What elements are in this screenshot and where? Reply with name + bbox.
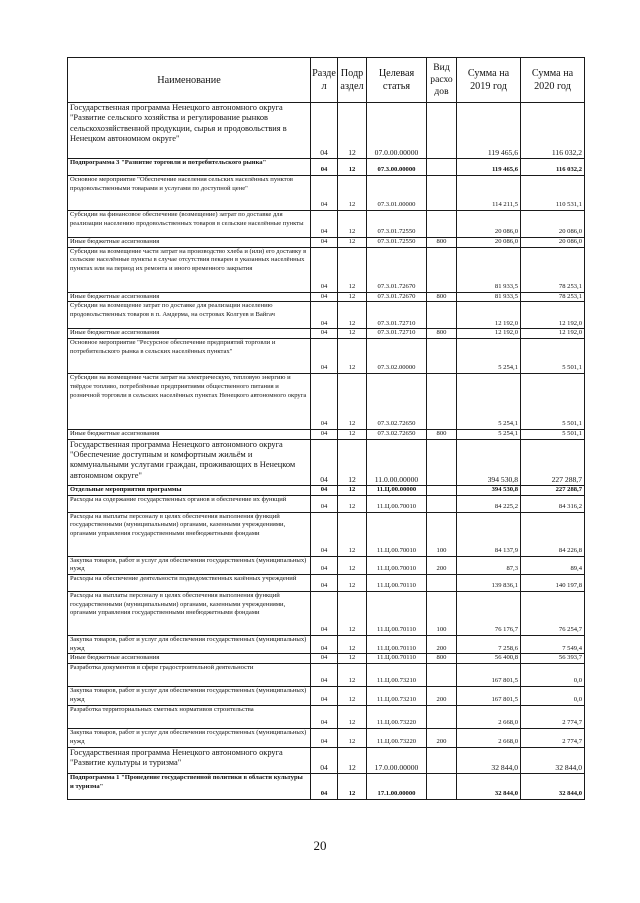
cell-name: Подпрограмма 3 "Развитие торговли и потребительского рынка" bbox=[68, 159, 311, 176]
cell-target: 11.Ц.00.73210 bbox=[367, 664, 427, 687]
table-row bbox=[68, 729, 585, 748]
cell-target: 17.1.00.00000 bbox=[367, 774, 427, 800]
cell-name: Основное мероприятие "Обеспечение населения сельских населённых пунктов продовольственными товарами и услугами по доступной цене" bbox=[68, 176, 311, 211]
cell-expense-type: 800 bbox=[427, 329, 457, 339]
table-row bbox=[68, 556, 585, 574]
cell-sum-2019: 32 844,0 bbox=[457, 774, 521, 800]
cell-sum-2019: 56 400,8 bbox=[457, 654, 521, 664]
cell-sum-2020: 5 501,1 bbox=[521, 430, 585, 440]
table-row bbox=[68, 302, 585, 329]
cell-sum-2019: 76 176,7 bbox=[457, 591, 521, 635]
cell-expense-type: 200 bbox=[427, 556, 457, 574]
cell-subsection: 12 bbox=[338, 374, 367, 430]
cell-sum-2019: 81 933,5 bbox=[457, 292, 521, 302]
cell-target: 11.Ц.00.70110 bbox=[367, 591, 427, 635]
cell-expense-type: 800 bbox=[427, 292, 457, 302]
cell-sum-2020: 12 192,0 bbox=[521, 302, 585, 329]
cell-sum-2019: 20 086,0 bbox=[457, 238, 521, 248]
cell-sum-2020: 2 774,7 bbox=[521, 729, 585, 748]
cell-target: 07.3.01.72550 bbox=[367, 211, 427, 238]
cell-sum-2020: 116 032,2 bbox=[521, 159, 585, 176]
cell-expense-type: 100 bbox=[427, 512, 457, 556]
table-row bbox=[68, 159, 585, 176]
table-row bbox=[68, 654, 585, 664]
cell-sum-2019: 394 530,8 bbox=[457, 485, 521, 495]
cell-target: 07.3.02.00000 bbox=[367, 339, 427, 374]
cell-section: 04 bbox=[311, 591, 338, 635]
table-row bbox=[68, 211, 585, 238]
cell-subsection: 12 bbox=[338, 556, 367, 574]
cell-sum-2020: 76 254,7 bbox=[521, 591, 585, 635]
table-row bbox=[68, 495, 585, 512]
cell-name: Субсидии на возмещение части затрат на производство хлеба и (или) его доставку в сельские населённые пункты в случае отсутствия пекарен в указанных населённых пунктах или на период их ремонта и иного временного закрытия bbox=[68, 247, 311, 292]
cell-name: Закупка товаров, работ и услуг для обеспечения государственных (муниципальных) нужд bbox=[68, 729, 311, 748]
cell-sum-2020: 84 226,8 bbox=[521, 512, 585, 556]
cell-sum-2020: 0,0 bbox=[521, 687, 585, 706]
cell-name: Подпрограмма 1 "Проведение государственной политики в области культуры и туризма" bbox=[68, 774, 311, 800]
cell-subsection: 12 bbox=[338, 495, 367, 512]
cell-section: 04 bbox=[311, 706, 338, 729]
cell-section: 04 bbox=[311, 748, 338, 774]
cell-name: Иные бюджетные ассигнования bbox=[68, 329, 311, 339]
cell-subsection: 12 bbox=[338, 247, 367, 292]
header-sum-2019: Сумма на 2019 год bbox=[457, 58, 521, 103]
cell-section: 04 bbox=[311, 292, 338, 302]
cell-target: 07.3.01.72710 bbox=[367, 329, 427, 339]
cell-sum-2020: 32 844,0 bbox=[521, 774, 585, 800]
cell-name: Государственная программа Ненецкого автономного округа "Развитие сельского хозяйства и регулирование рынков сельскохозяйственной продукции, сырья и продовольствия в Ненецком автономном округе" bbox=[68, 103, 311, 159]
cell-subsection: 12 bbox=[338, 729, 367, 748]
cell-sum-2020: 110 531,1 bbox=[521, 176, 585, 211]
cell-sum-2019: 84 225,2 bbox=[457, 495, 521, 512]
page-number: 20 bbox=[313, 838, 327, 853]
header-sum-2020: Сумма на 2020 год bbox=[521, 58, 585, 103]
cell-expense-type bbox=[427, 339, 457, 374]
table-row bbox=[68, 292, 585, 302]
cell-expense-type bbox=[427, 211, 457, 238]
cell-target: 11.Ц.00.73220 bbox=[367, 706, 427, 729]
cell-subsection: 12 bbox=[338, 706, 367, 729]
cell-target: 11.Ц.00.70010 bbox=[367, 556, 427, 574]
cell-subsection: 12 bbox=[338, 774, 367, 800]
cell-expense-type bbox=[427, 495, 457, 512]
cell-sum-2019: 167 801,5 bbox=[457, 664, 521, 687]
cell-target: 07.3.02.72650 bbox=[367, 374, 427, 430]
cell-section: 04 bbox=[311, 374, 338, 430]
cell-name: Субсидии на возмещение затрат по доставке для реализации населению продовольственных товаров в п. Амдерма, на островах Колгуев и Вайгач bbox=[68, 302, 311, 329]
cell-section: 04 bbox=[311, 329, 338, 339]
budget-table bbox=[67, 57, 585, 800]
table-row bbox=[68, 176, 585, 211]
cell-name: Государственная программа Ненецкого автономного округа "Обеспечение доступным и комфортным жильём и коммунальными услугами граждан, проживающих в Ненецком автономном округе" bbox=[68, 439, 311, 485]
cell-sum-2020: 84 316,2 bbox=[521, 495, 585, 512]
cell-name: Иные бюджетные ассигнования bbox=[68, 654, 311, 664]
cell-subsection: 12 bbox=[338, 591, 367, 635]
table-row bbox=[68, 103, 585, 159]
cell-sum-2019: 84 137,9 bbox=[457, 512, 521, 556]
table-row bbox=[68, 574, 585, 591]
cell-sum-2019: 119 465,6 bbox=[457, 159, 521, 176]
cell-sum-2020: 0,0 bbox=[521, 664, 585, 687]
cell-subsection: 12 bbox=[338, 654, 367, 664]
cell-expense-type: 100 bbox=[427, 591, 457, 635]
cell-expense-type bbox=[427, 706, 457, 729]
cell-subsection: 12 bbox=[338, 687, 367, 706]
cell-sum-2019: 32 844,0 bbox=[457, 748, 521, 774]
cell-subsection: 12 bbox=[338, 302, 367, 329]
cell-subsection: 12 bbox=[338, 159, 367, 176]
cell-subsection: 12 bbox=[338, 512, 367, 556]
cell-section: 04 bbox=[311, 635, 338, 653]
cell-name: Закупка товаров, работ и услуг для обеспечения государственных (муниципальных) нужд bbox=[68, 556, 311, 574]
cell-sum-2019: 20 086,0 bbox=[457, 211, 521, 238]
cell-section: 04 bbox=[311, 302, 338, 329]
cell-section: 04 bbox=[311, 103, 338, 159]
cell-target: 07.3.01.72670 bbox=[367, 247, 427, 292]
cell-expense-type bbox=[427, 103, 457, 159]
cell-section: 04 bbox=[311, 574, 338, 591]
cell-sum-2019: 139 836,1 bbox=[457, 574, 521, 591]
table-row bbox=[68, 635, 585, 653]
cell-subsection: 12 bbox=[338, 635, 367, 653]
cell-subsection: 12 bbox=[338, 439, 367, 485]
table-body bbox=[68, 103, 585, 800]
cell-sum-2020: 12 192,0 bbox=[521, 329, 585, 339]
cell-target: 07.3.01.00000 bbox=[367, 176, 427, 211]
cell-section: 04 bbox=[311, 495, 338, 512]
cell-sum-2020: 20 086,0 bbox=[521, 211, 585, 238]
cell-subsection: 12 bbox=[338, 430, 367, 440]
cell-subsection: 12 bbox=[338, 339, 367, 374]
table-row bbox=[68, 238, 585, 248]
cell-expense-type bbox=[427, 302, 457, 329]
cell-sum-2019: 2 668,0 bbox=[457, 706, 521, 729]
cell-section: 04 bbox=[311, 339, 338, 374]
table-row bbox=[68, 706, 585, 729]
cell-sum-2019: 5 254,1 bbox=[457, 339, 521, 374]
cell-sum-2020: 227 288,7 bbox=[521, 485, 585, 495]
table-row bbox=[68, 748, 585, 774]
cell-target: 11.0.00.00000 bbox=[367, 439, 427, 485]
cell-name: Разработка территориальных сметных нормативов строительства bbox=[68, 706, 311, 729]
cell-sum-2019: 114 211,5 bbox=[457, 176, 521, 211]
cell-target: 07.3.01.72550 bbox=[367, 238, 427, 248]
cell-sum-2020: 56 393,7 bbox=[521, 654, 585, 664]
cell-target: 07.3.00.00000 bbox=[367, 159, 427, 176]
cell-section: 04 bbox=[311, 211, 338, 238]
cell-section: 04 bbox=[311, 176, 338, 211]
cell-target: 07.3.01.72670 bbox=[367, 292, 427, 302]
cell-target: 11.Ц.00.70010 bbox=[367, 512, 427, 556]
cell-sum-2019: 119 465,6 bbox=[457, 103, 521, 159]
cell-name: Расходы на обеспечение деятельности подведомственных казённых учреждений bbox=[68, 574, 311, 591]
cell-target: 17.0.00.00000 bbox=[367, 748, 427, 774]
cell-subsection: 12 bbox=[338, 485, 367, 495]
cell-name: Иные бюджетные ассигнования bbox=[68, 292, 311, 302]
header-target: Целевая статья bbox=[367, 58, 427, 103]
cell-section: 04 bbox=[311, 485, 338, 495]
cell-sum-2020: 32 844,0 bbox=[521, 748, 585, 774]
cell-sum-2019: 12 192,0 bbox=[457, 302, 521, 329]
cell-subsection: 12 bbox=[338, 748, 367, 774]
table-row bbox=[68, 247, 585, 292]
table-row bbox=[68, 485, 585, 495]
cell-section: 04 bbox=[311, 238, 338, 248]
cell-name: Разработка документов в сфере градостроительной деятельности bbox=[68, 664, 311, 687]
header-subsection: Подр аздел bbox=[338, 58, 367, 103]
cell-sum-2019: 87,3 bbox=[457, 556, 521, 574]
cell-name: Иные бюджетные ассигнования bbox=[68, 430, 311, 440]
table-row bbox=[68, 430, 585, 440]
table-row bbox=[68, 329, 585, 339]
cell-target: 07.3.01.72710 bbox=[367, 302, 427, 329]
cell-expense-type: 200 bbox=[427, 687, 457, 706]
cell-target: 11.Ц.00.70110 bbox=[367, 635, 427, 653]
cell-subsection: 12 bbox=[338, 329, 367, 339]
table-row bbox=[68, 512, 585, 556]
cell-sum-2019: 12 192,0 bbox=[457, 329, 521, 339]
cell-section: 04 bbox=[311, 664, 338, 687]
cell-expense-type bbox=[427, 574, 457, 591]
table-row bbox=[68, 439, 585, 485]
cell-subsection: 12 bbox=[338, 238, 367, 248]
table-row bbox=[68, 687, 585, 706]
cell-target: 11.Ц.00.70110 bbox=[367, 654, 427, 664]
cell-sum-2019: 81 933,5 bbox=[457, 247, 521, 292]
table-row bbox=[68, 591, 585, 635]
cell-target: 11.Ц.00.73210 bbox=[367, 687, 427, 706]
cell-subsection: 12 bbox=[338, 176, 367, 211]
cell-expense-type bbox=[427, 159, 457, 176]
cell-expense-type bbox=[427, 748, 457, 774]
cell-expense-type bbox=[427, 774, 457, 800]
cell-section: 04 bbox=[311, 729, 338, 748]
cell-sum-2019: 394 530,8 bbox=[457, 439, 521, 485]
cell-name: Расходы на выплаты персоналу в целях обеспечения выполнения функций государственными (муниципальными) органами, казенными учреждениями, органами управления государственными внебюджетными фондами bbox=[68, 591, 311, 635]
cell-expense-type: 200 bbox=[427, 729, 457, 748]
table-row bbox=[68, 664, 585, 687]
cell-target: 07.0.00.00000 bbox=[367, 103, 427, 159]
cell-section: 04 bbox=[311, 654, 338, 664]
cell-expense-type: 800 bbox=[427, 238, 457, 248]
header-section: Разде л bbox=[311, 58, 338, 103]
cell-subsection: 12 bbox=[338, 211, 367, 238]
cell-subsection: 12 bbox=[338, 574, 367, 591]
cell-expense-type bbox=[427, 247, 457, 292]
cell-name: Закупка товаров, работ и услуг для обеспечения государственных (муниципальных) нужд bbox=[68, 687, 311, 706]
cell-section: 04 bbox=[311, 439, 338, 485]
cell-expense-type bbox=[427, 664, 457, 687]
cell-name: Отдельные мероприятия программы bbox=[68, 485, 311, 495]
cell-subsection: 12 bbox=[338, 103, 367, 159]
cell-name: Расходы на выплаты персоналу в целях обеспечения выполнения функций государственными (муниципальными) органами, казенными учреждениями, органами управления государственными внебюджетными фондами bbox=[68, 512, 311, 556]
cell-section: 04 bbox=[311, 774, 338, 800]
cell-sum-2020: 5 501,1 bbox=[521, 374, 585, 430]
cell-expense-type: 800 bbox=[427, 430, 457, 440]
cell-subsection: 12 bbox=[338, 292, 367, 302]
cell-name: Государственная программа Ненецкого автономного округа "Развитие культуры и туризма" bbox=[68, 748, 311, 774]
cell-section: 04 bbox=[311, 687, 338, 706]
cell-sum-2020: 5 501,1 bbox=[521, 339, 585, 374]
cell-sum-2019: 5 254,1 bbox=[457, 374, 521, 430]
cell-target: 11.Ц.00.70110 bbox=[367, 574, 427, 591]
cell-section: 04 bbox=[311, 247, 338, 292]
cell-sum-2020: 140 197,8 bbox=[521, 574, 585, 591]
table-header-row bbox=[68, 58, 585, 103]
cell-sum-2019: 7 258,6 bbox=[457, 635, 521, 653]
cell-sum-2020: 78 253,1 bbox=[521, 247, 585, 292]
cell-name: Субсидии на финансовое обеспечение (возмещение) затрат по доставке для реализации населению продовольственных товаров в сельские населённые пункты bbox=[68, 211, 311, 238]
cell-name: Основное мероприятие "Ресурсное обеспечение предприятий торговли и потребительского рынка в сельских населённых пунктах" bbox=[68, 339, 311, 374]
header-expense-type: Вид расхо дов bbox=[427, 58, 457, 103]
cell-target: 07.3.02.72650 bbox=[367, 430, 427, 440]
cell-sum-2020: 7 549,4 bbox=[521, 635, 585, 653]
cell-expense-type: 200 bbox=[427, 635, 457, 653]
cell-name: Расходы на содержание государственных органов и обеспечение их функций bbox=[68, 495, 311, 512]
cell-subsection: 12 bbox=[338, 664, 367, 687]
cell-sum-2020: 89,4 bbox=[521, 556, 585, 574]
cell-sum-2020: 116 032,2 bbox=[521, 103, 585, 159]
cell-expense-type bbox=[427, 176, 457, 211]
cell-section: 04 bbox=[311, 159, 338, 176]
cell-sum-2019: 167 801,5 bbox=[457, 687, 521, 706]
cell-sum-2019: 5 254,1 bbox=[457, 430, 521, 440]
cell-sum-2020: 78 253,1 bbox=[521, 292, 585, 302]
cell-expense-type bbox=[427, 439, 457, 485]
cell-name: Иные бюджетные ассигнования bbox=[68, 238, 311, 248]
cell-name: Субсидии на возмещение части затрат на электрическую, тепловую энергию и твёрдое топливо, потреблённые предприятиями общественного питания и розничной торговли в сельских населённых пунктах Ненецкого автономного округа bbox=[68, 374, 311, 430]
cell-expense-type: 800 bbox=[427, 654, 457, 664]
cell-section: 04 bbox=[311, 430, 338, 440]
cell-sum-2020: 20 086,0 bbox=[521, 238, 585, 248]
cell-sum-2020: 227 288,7 bbox=[521, 439, 585, 485]
cell-sum-2019: 2 668,0 bbox=[457, 729, 521, 748]
cell-target: 11.Ц.00.70010 bbox=[367, 495, 427, 512]
table-row bbox=[68, 774, 585, 800]
header-name: Наименование bbox=[68, 58, 311, 103]
cell-target: 11.Ц.00.73220 bbox=[367, 729, 427, 748]
cell-expense-type bbox=[427, 485, 457, 495]
cell-expense-type bbox=[427, 374, 457, 430]
cell-section: 04 bbox=[311, 512, 338, 556]
table-row bbox=[68, 339, 585, 374]
cell-target: 11.Ц.00.00000 bbox=[367, 485, 427, 495]
cell-section: 04 bbox=[311, 556, 338, 574]
cell-name: Закупка товаров, работ и услуг для обеспечения государственных (муниципальных) нужд bbox=[68, 635, 311, 653]
cell-sum-2020: 2 774,7 bbox=[521, 706, 585, 729]
table-row bbox=[68, 374, 585, 430]
